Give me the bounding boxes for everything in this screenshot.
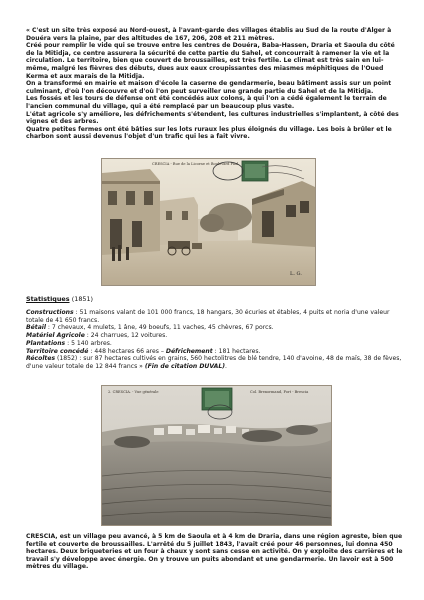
statistics-block: [26, 309, 404, 371]
betail-label: Bétail: [26, 324, 46, 332]
intro-paragraph: L'état agricole s'y améliore, les défrichements s'étendent, les cultures industrielles s'implantent, à côté des vignes et des arbres.: [26, 110, 399, 126]
postcard-caption: CRESCIA - Rue de la Licorne et Boulevard Paul: [152, 162, 239, 166]
outro-text: [26, 533, 404, 571]
statistics-year: (1851): [71, 295, 94, 303]
intro-paragraph: Créé pour remplir le vide qui se trouve entre les centres de Douéra, Baba-Hassen, Draria et Saoula du côté de la Mitidja, ce centre assurera la sécurité de cette partie du Sahel, et concourrait à ramener la vie et la circulation. Le territoire, bien que couvert de broussailles, est très fertile. Le climat est très sain en lui-même, malgré les fièvres des débuts, dues aux eaux croupissantes des miasmes méphitiques de l'Oued Kerma et aux marais de la Mitidja.: [26, 42, 395, 80]
betail-line: [26, 324, 404, 332]
citation-source: (Fin de citation DUVAL): [144, 362, 226, 370]
recoltes-label: Récoltes: [26, 355, 56, 363]
constructions-line: [26, 309, 404, 324]
outro-paragraph: CRESCIA, est un village peu avancé, à 5 km de Saoula et à 4 km de Draria, dans une région agreste, bien que fertile et couverte de broussailles. L'arrêté du 5 juillet 1843, l'avait créé pour 46 personnes, lui donna 450 hectares. Deux briqueteries et un four à chaux y sont sans cesse en activité. On y exploite des carrières et le travail s'y développe avec énergie. On y trouve un puits abondant et une gendarmerie. Un lavoir est à 500 mètres du village.: [26, 533, 403, 571]
territoire-label: Territoire concédé: [26, 347, 89, 355]
plantations-line: [26, 340, 404, 348]
intro-paragraph: « C'est un site très exposé au Nord-ouest, à l'avant-garde des villages établis au Sud de la route d'Alger à Douéra vers la plaine, par des altitudes de 167, 206, 208 et 211 mètres.: [26, 27, 392, 42]
constructions-value: : 51 maisons valant de 101 000 francs, 18 hangars, 30 écuries et étables, 4 puits et noria d'une valeur totale de 41 650 francs.: [26, 309, 390, 324]
constructions-label: Constructions: [26, 309, 74, 316]
defrichement-label: Défrichement: [165, 347, 213, 355]
plantations-value: : 5 140 arbres.: [65, 339, 112, 347]
intro-paragraph: Quatre petites fermes ont été bâties sur les lots ruraux les plus éloignés du village. Les bois à brûler et le charbon sont aussi devenus l'objet d'un trafic qui les a fait vivre.: [26, 125, 392, 141]
territoire-value: : 448 hectares 66 ares –: [88, 347, 166, 355]
materiel-line: [26, 332, 404, 340]
intro-paragraph: On a transformé en mairie et maison d'école la caserne de gendarmerie, beau bâtiment assis sur un point culminant, d'où l'on découvre et d'où l'on peut surveiller une grande partie du Sahel et de la Mitidja.: [26, 80, 392, 95]
postcard-mark: L. G.: [290, 271, 302, 277]
recoltes-line: [26, 355, 404, 370]
postcard-publisher: Col. Brenormand, Fort - Brescia: [250, 390, 309, 394]
intro-paragraph: Les fossés et les tours de défense ont été concédés aux colons, à qui l'on a cédé également le terrain de l'ancien communal du village, qui a été remplacé par un beaucoup plus vaste.: [26, 95, 387, 110]
statistics-title: Statistiques: [26, 295, 70, 303]
materiel-value: : 24 charrues, 12 voitures.: [84, 332, 168, 340]
recoltes-value: (1852) : sur 87 hectares cultivés en grains, 560 hectolitres de blé tendre, 140 d'avoine, 48 de maïs, 38 de fèves, d'une valeur totale de 12 844 francs »: [26, 355, 402, 370]
street-scene-image: [102, 159, 315, 285]
defrichement-value: : 181 hectares.: [212, 347, 261, 355]
general-view-postcard-photo: [101, 385, 332, 526]
statistics-heading: [26, 295, 93, 303]
materiel-label: Matériel Agricole: [26, 332, 85, 340]
landscape-image: [102, 386, 331, 525]
plantations-label: Plantations: [26, 339, 66, 347]
street-postcard-photo: [101, 158, 316, 286]
betail-value: : 7 chevaux, 4 mulets, 1 âne, 49 boeufs, 11 vaches, 45 chèvres, 67 porcs.: [45, 324, 274, 332]
intro-text: [26, 27, 404, 141]
citation-end: .: [225, 362, 227, 370]
postcard-caption: 2. CRESCIA. - Vue générale: [108, 390, 159, 394]
